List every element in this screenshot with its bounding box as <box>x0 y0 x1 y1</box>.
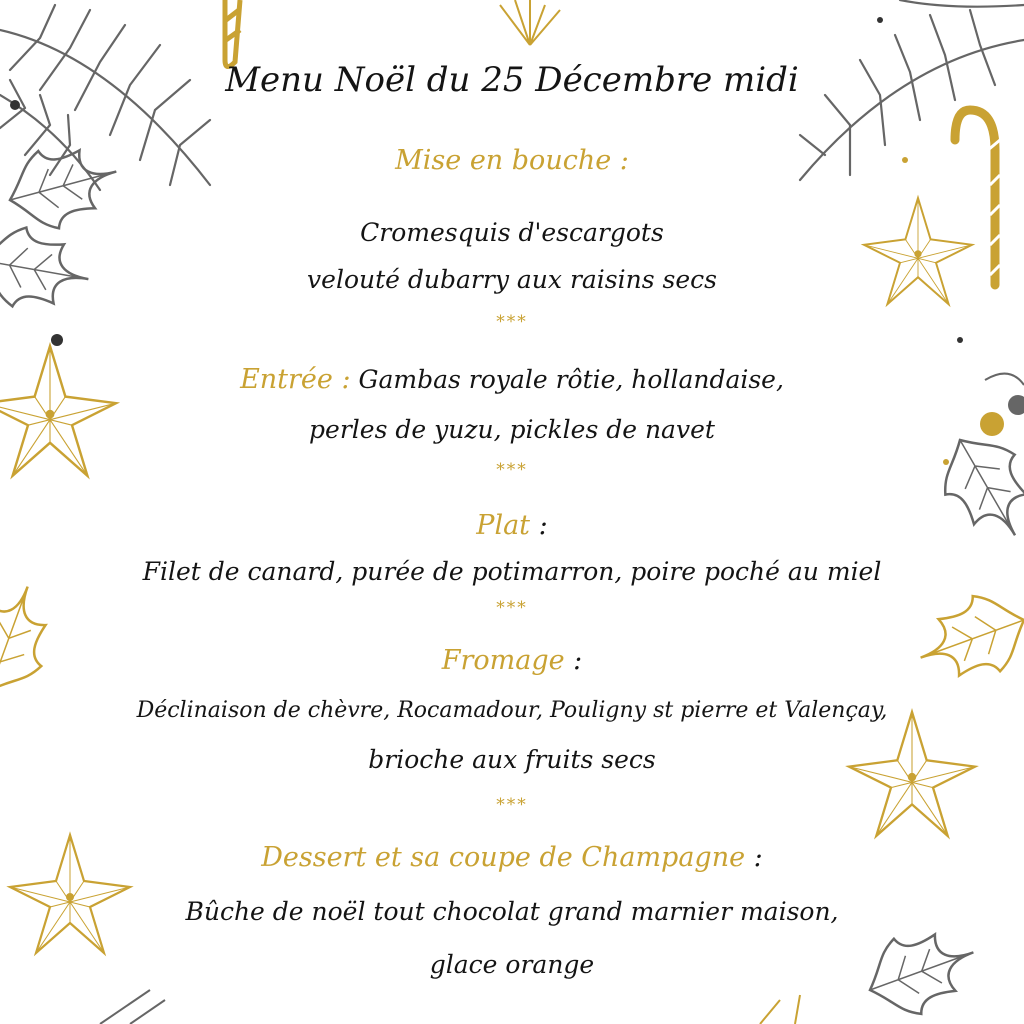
heading-colon: : <box>564 645 583 676</box>
menu-item-line: brioche aux fruits secs <box>368 745 656 774</box>
separator: *** <box>496 460 528 480</box>
heading-colon: : <box>530 510 548 541</box>
separator: *** <box>496 598 528 618</box>
entree-first-line <box>0 364 1024 395</box>
separator: *** <box>496 795 528 815</box>
dessert-heading-line <box>0 842 1024 873</box>
menu-item-line: Filet de canard, purée de potimarron, poire poché au miel <box>142 557 882 586</box>
menu-item-line: perles de yuzu, pickles de navet <box>309 415 715 444</box>
fromage-heading-line <box>0 645 1024 676</box>
section-heading-entree: Entrée : <box>240 364 351 395</box>
menu-item-line: Gambas royale rôtie, hollandaise, <box>358 365 784 394</box>
section-heading-plat: Plat <box>476 510 531 541</box>
menu-title: Menu Noël du 25 Décembre midi <box>225 60 799 100</box>
menu-item-line: Bûche de noël tout chocolat grand marnier maison, <box>185 897 839 926</box>
section-heading-dessert: Dessert et sa coupe de Champagne <box>261 842 746 873</box>
section-heading-fromage: Fromage <box>441 645 565 676</box>
menu-item-line: Déclinaison de chèvre, Rocamadour, Pouligny st pierre et Valençay, <box>136 698 888 723</box>
section-heading-mise-en-bouche: Mise en bouche : <box>395 145 629 176</box>
menu-item-line: Cromesquis d'escargots <box>360 218 664 247</box>
plat-heading-line <box>0 510 1024 541</box>
separator: *** <box>496 312 528 332</box>
menu-item-line: velouté dubarry aux raisins secs <box>307 265 717 294</box>
heading-colon: : <box>745 842 763 873</box>
menu-item-line: glace orange <box>429 950 595 979</box>
